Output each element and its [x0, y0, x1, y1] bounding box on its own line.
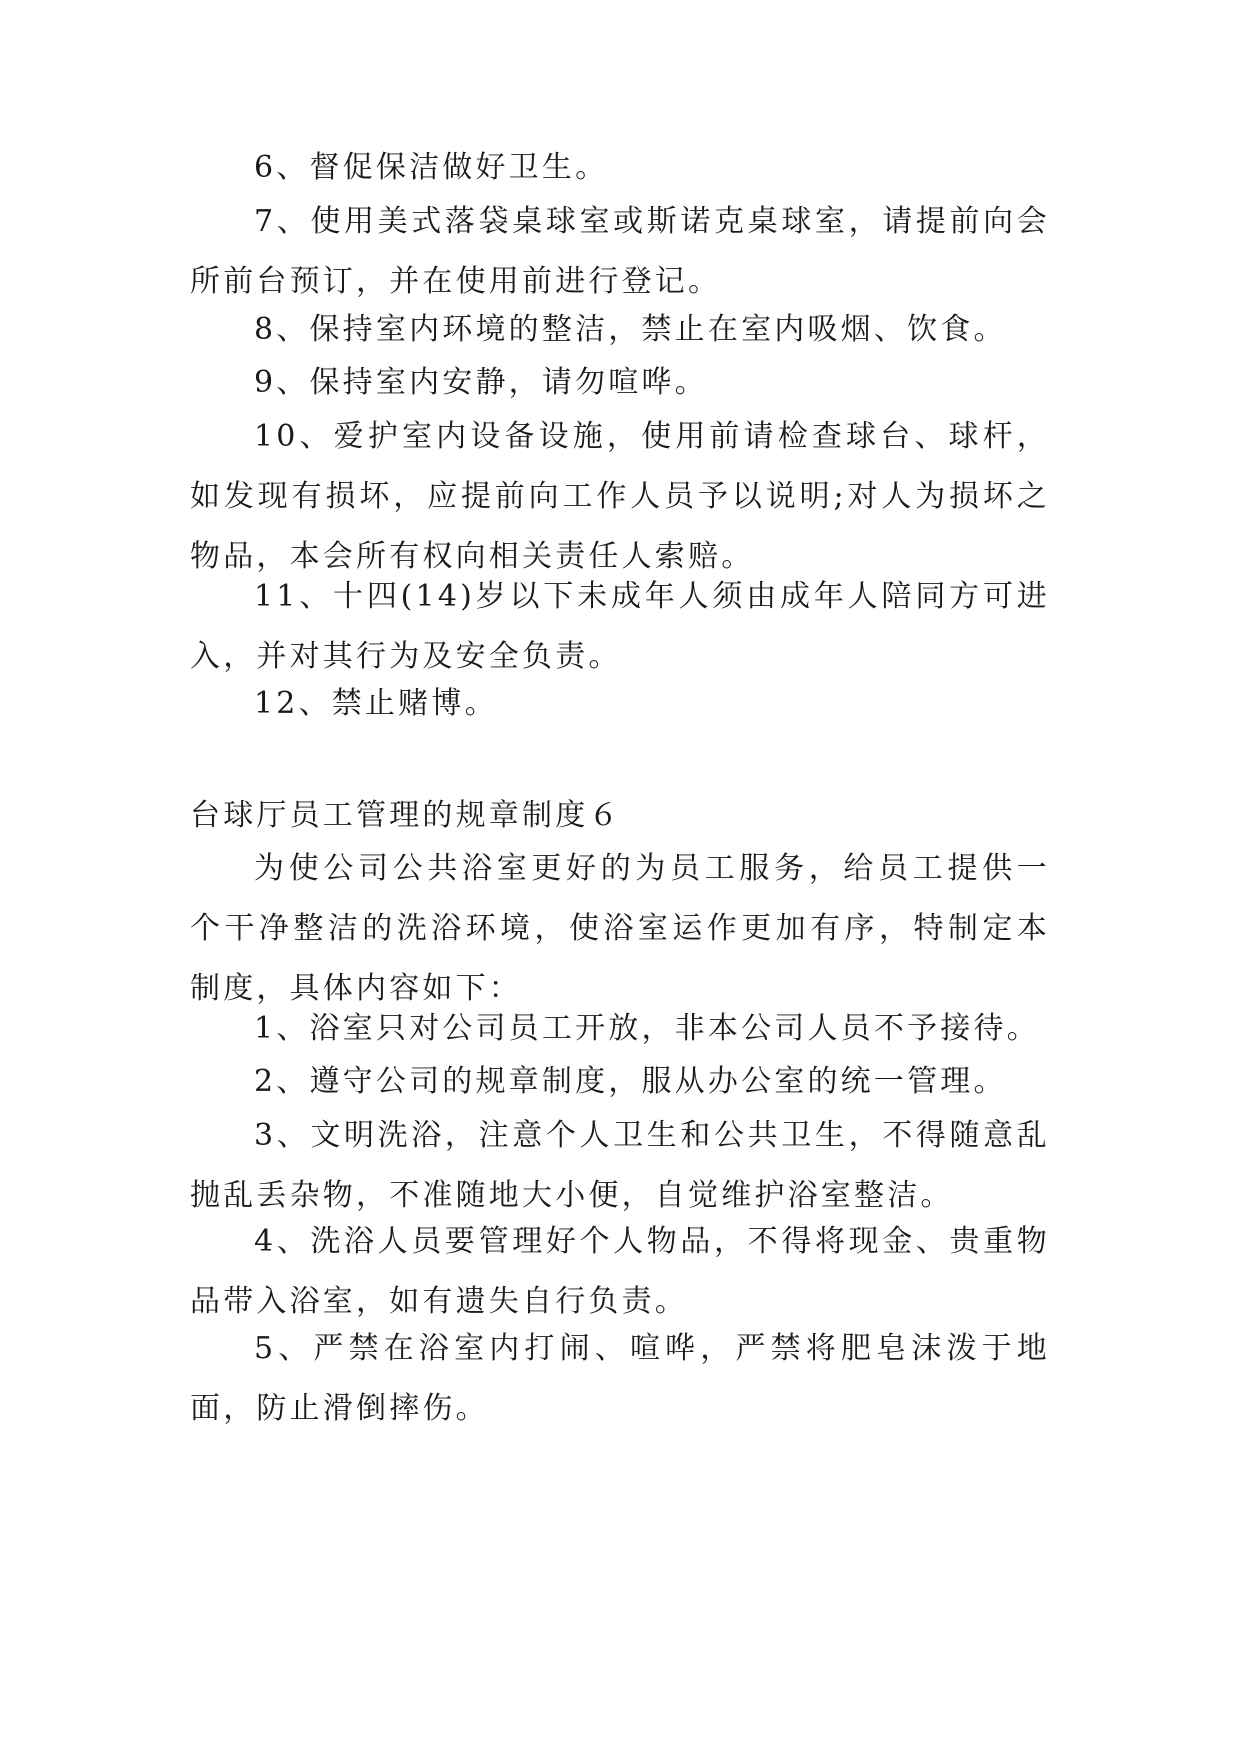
rule-item-10: 10、爱护室内设备设施，使用前请检查球台、球杆，如发现有损坏，应提前向工作人员予以说明;对人为损坏之物品，本会所有权向相关责任人索赔。 — [190, 419, 1050, 574]
rule-item-9: 9、保持室内安静，请勿喧哗。 — [254, 365, 708, 400]
rule-item-11: 11、十四(14)岁以下未成年人须由成年人陪同方可进入，并对其行为及安全负责。 — [190, 579, 1050, 674]
bath-rule-item-2: 2、遵守公司的规章制度，服从办公室的统一管理。 — [254, 1064, 1007, 1099]
rule-item-8: 8、保持室内环境的整洁，禁止在室内吸烟、饮食。 — [254, 312, 1007, 347]
bath-rule-item-1: 1、浴室只对公司员工开放，非本公司人员不予接待。 — [254, 1011, 1040, 1046]
rule-item-7: 7、使用美式落袋桌球室或斯诺克桌球室，请提前向会所前台预订，并在使用前进行登记。 — [190, 204, 1050, 299]
section-intro: 为使公司公共浴室更好的为员工服务，给员工提供一个干净整洁的洗浴环境，使浴室运作更加有序，特制定本制度，具体内容如下： — [190, 851, 1050, 1006]
bath-rule-item-3: 3、文明洗浴，注意个人卫生和公共卫生，不得随意乱抛乱丢杂物，不准随地大小便，自觉维护浴室整洁。 — [190, 1118, 1050, 1213]
rule-item-6: 6、督促保洁做好卫生。 — [254, 150, 609, 185]
bath-rule-item-5: 5、严禁在浴室内打闹、喧哗，严禁将肥皂沫泼于地面，防止滑倒摔伤。 — [190, 1331, 1050, 1426]
rule-item-12: 12、禁止赌博。 — [254, 686, 498, 721]
bath-rule-item-4: 4、洗浴人员要管理好个人物品，不得将现金、贵重物品带入浴室，如有遗失自行负责。 — [190, 1224, 1050, 1319]
section-title: 台球厅员工管理的规章制度６ — [190, 798, 622, 833]
